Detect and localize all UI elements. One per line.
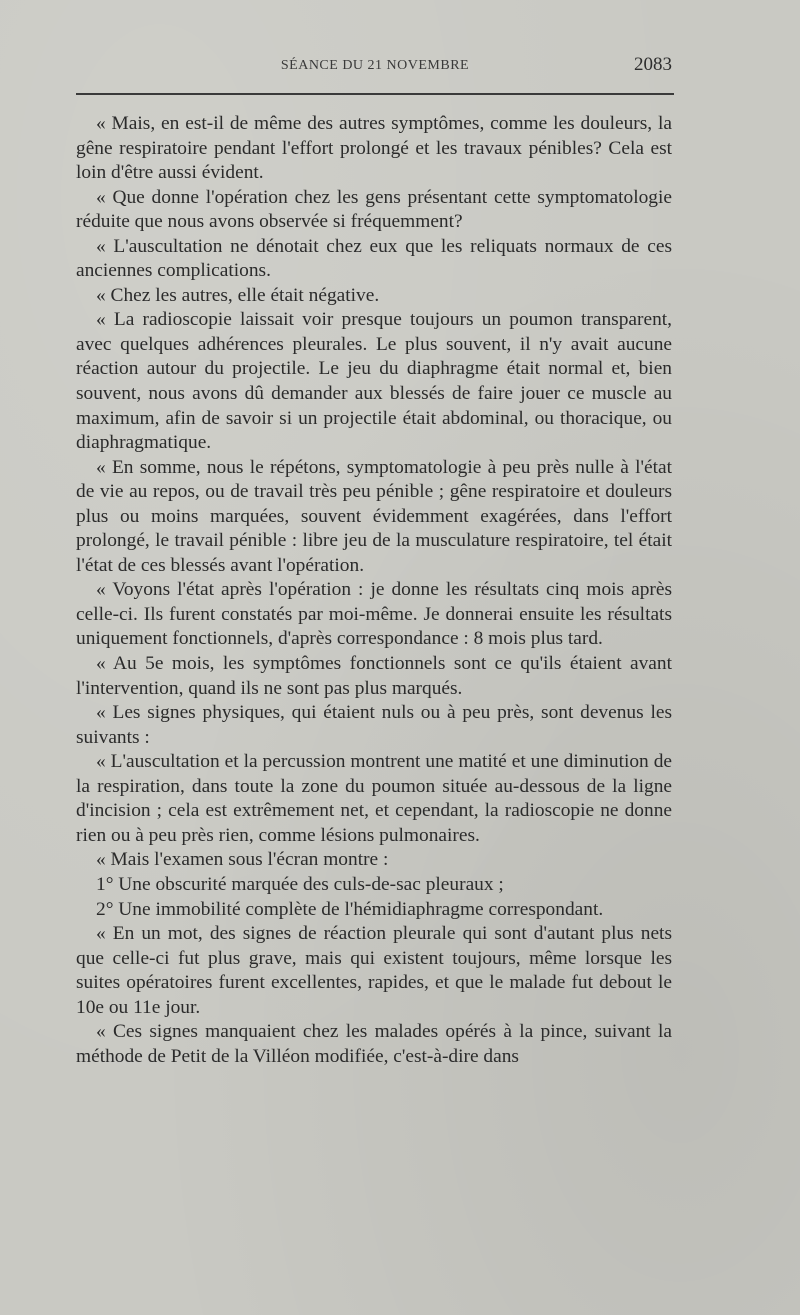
paragraph: « L'auscultation ne dénotait chez eux que les reliquats normaux de ces anciennes complications. — [76, 235, 672, 282]
paragraph: « En un mot, des signes de réaction pleurale qui sont d'autant plus nets que celle-ci fut plus grave, mais qui existent toujours, même lorsque les suites opératoires furent excellentes, rapides, et que le malade fut debout le 10e ou 11e jour. — [76, 923, 672, 1018]
list-item: 1° Une obscurité marquée des culs-de-sac pleuraux ; — [96, 873, 504, 895]
running-head — [76, 54, 674, 80]
list-item: 2° Une immobilité complète de l'hémidiaphragme correspondant. — [96, 898, 604, 920]
paragraph: « Que donne l'opération chez les gens présentant cette symptomatologie réduite que nous avons observée si fréquemment? — [76, 186, 672, 233]
paragraph: « L'auscultation et la percussion montrent une matité et une diminution de la respiration, dans toute la zone du poumon située au-dessous de la ligne d'incision ; cela est extrêmement net, et cependant, la radioscopie ne donne rien ou à peu près rien, comme lésions pulmonaires. — [76, 751, 672, 846]
paragraph: « La radioscopie laissait voir presque toujours un poumon transparent, avec quelques adhérences pleurales. Le plus souvent, il n'y avait aucune réaction autour du projectile. Le jeu du diaphragme était normal et, bien souvent, nous avons dû demander aux blessés de faire jouer ce muscle au maximum, afin de savoir si un projectile était abdominal, ou thoracique, ou diaphragmatique. — [76, 309, 672, 454]
paragraph: « Les signes physiques, qui étaient nuls ou à peu près, sont devenus les suivants : — [76, 702, 672, 748]
paragraph: « Au 5e mois, les symptômes fonctionnels sont ce qu'ils étaient avant l'intervention, quand ils ne sont pas plus marqués. — [76, 653, 672, 699]
paragraph: « Voyons l'état après l'opération : je donne les résultats cinq mois après celle-ci. Ils furent constatés par moi-même. Je donnerai ensuite les résultats uniquement fonctionnels, d'après correspondance : 8 mois plus tard. — [76, 579, 672, 650]
body-text — [76, 112, 672, 1069]
paragraph: « En somme, nous le répétons, symptomatologie à peu près nulle à l'état de vie au repos, ou de travail très peu pénible ; gêne respiratoire et douleurs plus ou moins marquées, souvent évidemment exagérées, dans l'effort prolongé, le travail pénible : libre jeu de la musculature respiratoire, tel était l'état de ces blessés avant l'opération. — [76, 456, 672, 576]
paragraph: « Ces signes manquaient chez les malades opérés à la pince, suivant la méthode de Petit de la Villéon modifiée, c'est-à-dire dans — [76, 1021, 672, 1067]
paragraph: « Chez les autres, elle était négative. — [96, 284, 380, 306]
paragraph: « Mais l'examen sous l'écran montre : — [96, 849, 389, 871]
header-rule — [76, 93, 674, 95]
running-title: SÉANCE DU 21 NOVEMBRE — [280, 58, 470, 73]
paragraph: « Mais, en est-il de même des autres symptômes, comme les douleurs, la gêne respiratoire pendant l'effort prolongé et les travaux pénibles? Cela est loin d'être aussi évident. — [76, 113, 672, 184]
page-number: 2083 — [634, 54, 672, 75]
